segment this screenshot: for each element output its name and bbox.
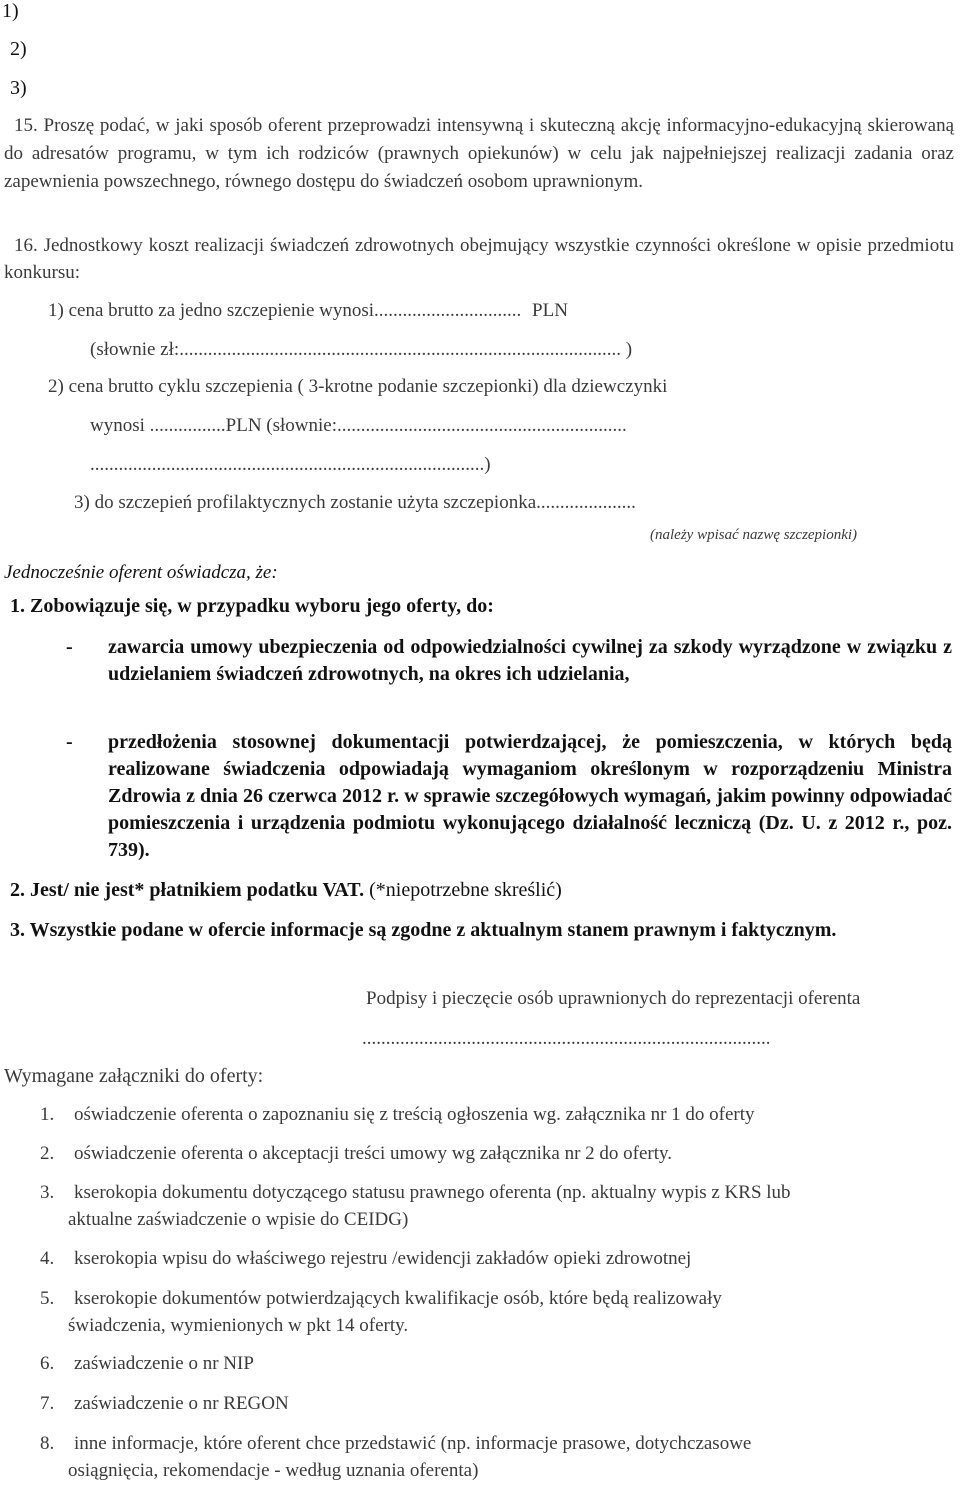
vaccine-name-note: (należy wpisać nazwę szczepionki) (650, 527, 858, 543)
list-number-3: 3) (10, 77, 27, 99)
question-16-text: Jednostkowy koszt realizacji świadczeń zdrowotnych obejmujący wszystkie czynności określone w opisie przedmiotu konkursu: (4, 235, 954, 283)
price-item-3 (74, 489, 636, 516)
attachment-text: zaświadczenie o nr NIP (74, 1353, 254, 1374)
price-item-3-label: 3) do szczepień profilaktycznych zostanie użyta szczepionka (74, 492, 537, 513)
price-item-1 (48, 297, 568, 324)
declaration-bullet-2 (66, 729, 952, 864)
declaration-bullet-1-text: zawarcia umowy ubezpieczenia od odpowiedzialności cywilnej za szkody wyrządzone w związku z udzielaniem świadczeń zdrowotnych, na okres ich udzielania, (108, 636, 952, 685)
attachment-number: 2. (40, 1143, 55, 1164)
slownie-close: ) (625, 339, 633, 360)
attachment-item (40, 1101, 950, 1140)
slownie-dots: ............................................................................................. (179, 339, 621, 360)
attachment-number: 8. (40, 1433, 55, 1454)
price-item-1-label: 1) cena brutto za jedno szczepienie wynosi (48, 300, 375, 321)
wynosi-label: wynosi (90, 415, 145, 436)
declaration-bullet-2-text: przedłożenia stosownej dokumentacji potwierdzającej, że pomieszczenia, w których będą realizowane świadczenia odpowiadają wymaganiom określonym w rozporządzeniu Ministra Zdrowia z dnia 26 czerwca 2012 r. w sprawie szczegółowych wymagań, jakim powinny odpowiadać pomieszczenia i urządzenia podmiotu wykonującego działalność leczniczą (Dz. U. z 2012 r., poz. 739). (108, 731, 952, 861)
price-item-1-dots: ............................... (374, 300, 522, 321)
declaration-point-3: 3. Wszystkie podane w ofercie informacje są zgodne z aktualnym stanem prawnym i faktycznym. (10, 919, 837, 941)
attachment-item (40, 1350, 950, 1390)
attachment-text: oświadczenie oferenta o zapoznaniu się z treścią ogłoszenia wg. załącznika nr 1 do oferty (74, 1104, 755, 1125)
question-15-text: Proszę podać, w jaki sposób oferent przeprowadzi intensywną i skuteczną akcję informacyjno-edukacyjną skierowaną do adresatów programu, w tym ich rodziców (prawnych opiekunów) w celu jak najpełniejszej realizacji zadania oraz zapewnienia powszechnego, równego dostępu do świadczeń osobom uprawnionym. (4, 115, 955, 192)
attachments-list (40, 1101, 950, 1490)
vat-statement: 2. Jest/ nie jest* płatnikiem podatku VAT. (10, 879, 365, 901)
attachment-text: kserokopie dokumentów potwierdzających kwalifikacje osób, które będą realizowały (74, 1288, 722, 1309)
wynosi-dots-2: ............................................................. (337, 415, 627, 436)
attachment-item (40, 1245, 950, 1285)
attachment-text: kserokopia dokumentu dotyczącego statusu prawnego oferenta (np. aktualny wypis z KRS lub (74, 1182, 791, 1203)
declaration-point-2 (10, 877, 562, 904)
attachment-number: 7. (40, 1393, 55, 1414)
attachment-text-cont: aktualne zaświadczenie o wpisie do CEIDG) (68, 1209, 409, 1230)
attachment-number: 6. (40, 1353, 55, 1374)
declaration-bullet-1 (66, 634, 952, 688)
list-number-2: 2) (10, 38, 27, 60)
signature-label: Podpisy i pieczęcie osób uprawnionych do reprezentacji oferenta (366, 988, 861, 1009)
attachment-number: 4. (40, 1248, 55, 1269)
question-15 (4, 112, 954, 196)
vat-note: (*niepotrzebne skreślić) (369, 879, 562, 901)
attachment-item (40, 1179, 950, 1245)
attachment-number: 1. (40, 1104, 55, 1125)
attachment-text-cont: świadczenia, wymienionych w pkt 14 oferty. (68, 1315, 409, 1336)
price-item-3-dots: ..................... (536, 492, 636, 513)
attachment-item (40, 1390, 950, 1430)
attachment-item (40, 1285, 950, 1350)
list-number-1: 1) (2, 0, 19, 22)
price-item-1-unit: PLN (532, 300, 568, 321)
wynosi-dots: ................ (149, 415, 226, 436)
bullet-dash: - (66, 636, 73, 658)
attachment-text: inne informacje, które oferent chce przedstawić (np. informacje prasowe, dotychczasowe (74, 1433, 752, 1454)
price-item-1-slownie (90, 336, 632, 363)
attachment-text: oświadczenie oferenta o akceptacji treści umowy wg załącznika nr 2 do oferty. (74, 1143, 673, 1164)
attachments-title: Wymagane załączniki do oferty: (4, 1065, 264, 1087)
bullet-dash: - (66, 731, 73, 753)
question-16-number: 16. (14, 235, 38, 256)
attachment-text: kserokopia wpisu do właściwego rejestru /ewidencji zakładów opieki zdrowotnej (74, 1248, 692, 1269)
question-16 (4, 232, 954, 286)
attachment-text: zaświadczenie o nr REGON (74, 1393, 289, 1414)
slownie-label: (słownie zł: (90, 339, 180, 360)
attachment-text-cont: osiągnięcia, rekomendacje - według uznania oferenta) (68, 1460, 479, 1481)
attachment-number: 5. (40, 1288, 55, 1309)
attachment-item (40, 1140, 950, 1179)
signature-line: ...................................................................................... (362, 1028, 771, 1049)
declaration-point-1: 1. Zobowiązuje się, w przypadku wyboru jego oferty, do: (10, 595, 494, 617)
question-15-number: 15. (14, 115, 38, 136)
attachment-number: 3. (40, 1182, 55, 1203)
attachment-item (40, 1430, 950, 1490)
declaration-intro: Jednocześnie oferent oświadcza, że: (4, 562, 278, 583)
price-item-2-line3: ...................................................................................) (90, 454, 491, 475)
price-item-2-wynosi (90, 412, 627, 439)
wynosi-unit: PLN (słownie: (225, 415, 338, 436)
price-item-2: 2) cena brutto cyklu szczepienia ( 3-krotne podanie szczepionki) dla dziewczynki (48, 376, 668, 397)
